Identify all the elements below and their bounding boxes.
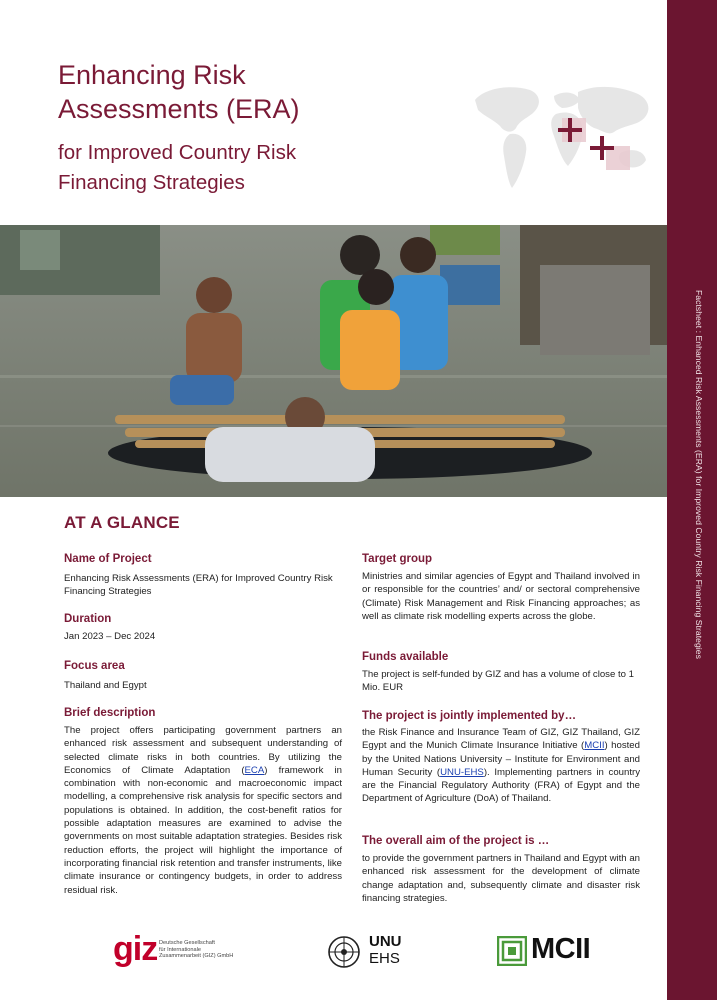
page-subtitle [58, 138, 296, 198]
target-group-value: Ministries and similar agencies of Egypt and Thailand involved in or responsible for the countries’ and/ or sectoral comprehensive (Climate) Risk Management and Risk Financing approaches; as well as climate risk modelling experts across the globe. [362, 571, 640, 622]
jointly-implemented-label: The project is jointly implemented by… [362, 710, 577, 722]
funds-available-label: Funds available [362, 651, 449, 663]
brief-description-text [64, 724, 342, 897]
plus-marker-thailand-v [600, 136, 604, 160]
mcii-wordmark: MCII [531, 933, 591, 965]
jointly-part-1: the Risk Finance and Insurance Team of GIZ, GIZ Thailand, GIZ Egypt and the Munich Climate Insurance Initiative ( [362, 727, 640, 752]
flood-photo [0, 225, 667, 497]
un-emblem-icon [326, 934, 362, 970]
overall-aim-value: to provide the government partners in Thailand and Egypt with an enhanced risk assessment for the development of climate change adaptation and, subsequently climate and disaster risk financing strategies. [362, 853, 640, 904]
subtitle-line-2: Financing Strategies [58, 171, 245, 194]
jointly-implemented-text [362, 726, 640, 806]
title-line-1: Enhancing Risk [58, 60, 246, 90]
eca-link[interactable]: ECA [244, 764, 265, 776]
duration-label: Duration [64, 613, 112, 625]
giz-caption-line-1: Deutsche Gesellschaft [159, 940, 215, 946]
subtitle-line-1: for Improved Country Risk [58, 141, 297, 164]
brief-description-label: Brief description [64, 707, 156, 719]
world-map-graphic [470, 70, 660, 200]
unu-ehs-logo [326, 928, 426, 972]
name-of-project-value: Enhancing Risk Assessments (ERA) for Improved Country Risk Financing Strategies [64, 573, 333, 598]
brief-text-part-1: The project offers participating government partners an enhanced risk assessment and subsequent understanding of selected climate risks in both countries. By utilizing the Economics of Climate Adaptation ( [64, 725, 342, 776]
plus-marker-egypt-v [568, 118, 572, 142]
ehs-label: EHS [369, 950, 400, 967]
jointly-part-3: ). Implementing partners in country are the Financial Regulatory Authority (FRA) of Egypt and the Department of Agriculture (DoA) of Thailand. [362, 766, 640, 805]
funds-available-value: The project is self-funded by GIZ and has a volume of close to 1 Mio. EUR [362, 669, 634, 694]
overall-aim-label: The overall aim of the project is … [362, 835, 550, 847]
brief-text-part-2: ) framework in combination with non-economic and macroeconomic impact modelling, a comprehensive risk analysis for specific sectors and populations is obtained. In addition, the cost-benefit ratios for possible adaptation measures are examined to advise the governments on most suitable adaptation strategies. Besides risk reduction efforts, the project will highlight the importance of incorporating financial risk retention and transfer instruments, like climate insurance or contingency budgets, in order to address residual risk. [64, 764, 342, 896]
man-shirt [205, 427, 375, 482]
name-of-project-label: Name of Project [64, 553, 152, 565]
focus-area-value: Thailand and Egypt [64, 680, 147, 691]
giz-wordmark: giz [113, 930, 158, 968]
unu-label: UNU [369, 933, 402, 950]
page-title [58, 58, 300, 126]
sidebar-caption: Factsheet : Enhanced Risk Assessments (ERA) for Improved Country Risk Financing Strategies [694, 290, 704, 659]
at-a-glance-heading: AT A GLANCE [64, 513, 180, 532]
duration-value: Jan 2023 – Dec 2024 [64, 631, 156, 642]
focus-area-label: Focus area [64, 660, 125, 672]
giz-logo [113, 928, 253, 972]
mcii-link[interactable]: MCII [584, 740, 605, 752]
giz-caption-line-3: Zusammenarbeit (GIZ) GmbH [159, 953, 234, 960]
giz-caption-line-2: für Internationale [159, 946, 201, 953]
title-line-2: Assessments (ERA) [58, 94, 300, 124]
unu-ehs-link[interactable]: UNU-EHS [440, 766, 484, 778]
mcii-logo [497, 928, 617, 972]
jointly-part-2: ) hosted by the United Nations University – Institute for Environment and Human Security ( [362, 740, 640, 778]
mcii-square-icon [497, 936, 527, 966]
giz-caption [159, 940, 233, 960]
tin-wall [540, 265, 650, 355]
target-group-label: Target group [362, 553, 433, 565]
